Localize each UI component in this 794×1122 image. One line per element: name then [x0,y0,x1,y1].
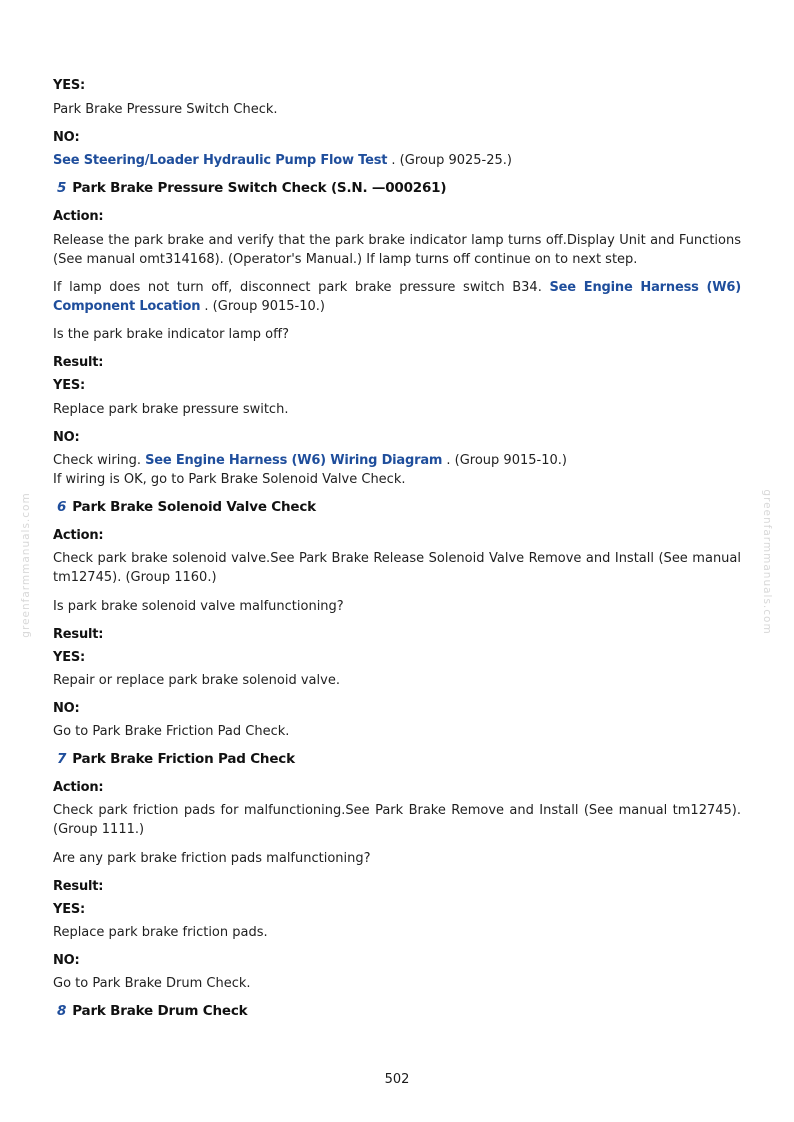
step-title: Park Brake Drum Check [72,1003,248,1019]
no-prefix: Check wiring. [53,453,146,468]
yes-text: Repair or replace park brake solenoid valve. [53,673,340,688]
yes-label: YES: [53,378,86,393]
step-5-heading [53,180,446,196]
page-number: 502 [384,1072,410,1087]
question-text: Is the park brake indicator lamp off? [53,327,289,342]
wiring-diagram-link[interactable]: See Engine Harness (W6) Wiring Diagram [145,453,443,468]
yes-text: Park Brake Pressure Switch Check. [53,102,278,117]
action2-suffix: . (Group 9015-10.) [200,299,325,314]
no-label: NO: [53,701,80,716]
yes-text: Replace park brake pressure switch. [53,402,289,417]
no-text: Go to Park Brake Friction Pad Check. [53,724,290,739]
no-label: NO: [53,130,80,145]
step-title: Park Brake Friction Pad Check [72,751,295,767]
action2-prefix: If lamp does not turn off, disconnect park brake pressure switch B34. [53,280,550,295]
action-label: Action: [53,528,104,543]
action-text-2 [53,278,741,316]
question-text: Are any park brake friction pads malfunctioning? [53,851,371,866]
no-label: NO: [53,430,80,445]
yes-label: YES: [53,78,86,93]
no-suffix: . (Group 9025-25.) [387,153,512,168]
step-8-heading [53,1003,247,1019]
no-suffix: . (Group 9015-10.) [442,453,567,468]
step-number: 5 [57,180,67,196]
action-label: Action: [53,209,104,224]
watermark-left: greenfarmmanuals.com [20,492,32,638]
result-label: Result: [53,627,104,642]
yes-text: Replace park brake friction pads. [53,925,268,940]
steering-pump-flow-test-link[interactable]: See Steering/Loader Hydraulic Pump Flow Test [53,153,388,168]
step-number: 8 [57,1003,67,1019]
question-text: Is park brake solenoid valve malfunctioning? [53,599,344,614]
step-6-heading [53,499,316,515]
no-text: Go to Park Brake Drum Check. [53,976,251,991]
step-number: 7 [57,751,67,767]
action-label: Action: [53,780,104,795]
action-text: Release the park brake and verify that the park brake indicator lamp turns off.Display Unit and Functions (See manual omt314168). (Operator's Manual.) If lamp turns off continue on to next step. [53,233,741,267]
yes-label: YES: [53,650,86,665]
result-label: Result: [53,355,104,370]
yes-label: YES: [53,902,86,917]
no-text [53,451,567,470]
action-text: Check park brake solenoid valve.See Park Brake Release Solenoid Valve Remove and Install (See manual tm12745). (Group 1160.) [53,551,741,585]
no-text-2: If wiring is OK, go to Park Brake Solenoid Valve Check. [53,472,406,487]
step-number: 6 [57,499,67,515]
no-label: NO: [53,953,80,968]
result-label: Result: [53,879,104,894]
watermark-right: greenfarmmanuals.com [761,489,773,635]
step-7-heading [53,751,295,767]
step-title: Park Brake Solenoid Valve Check [72,499,316,515]
action-text: Check park friction pads for malfunctioning.See Park Brake Remove and Install (See manual tm12745). (Group 1111.) [53,803,741,837]
step-title: Park Brake Pressure Switch Check (S.N. —000261) [72,180,447,196]
component-location-link[interactable]: See Engine Harness (W6) Component Location [53,280,741,314]
no-text [53,151,512,170]
